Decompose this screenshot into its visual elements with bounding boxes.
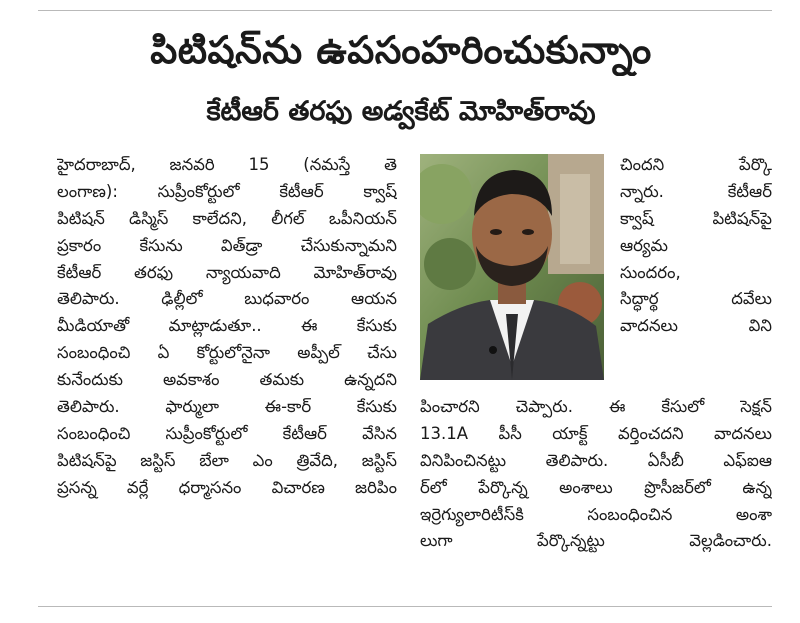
headline: పిటిషన్‌ను ఉపసంహరించుకున్నాం — [150, 28, 652, 72]
text-line: న్నారు. కేటీఆర్ — [620, 181, 772, 201]
subheadline: కేటీఆర్ తరఫు అడ్వకేట్ మోహిత్‌రావు — [206, 96, 596, 127]
text-line: వాదనలు విని — [620, 316, 772, 336]
text-line: ఆర్యమ — [620, 235, 668, 255]
advocate-photo — [420, 154, 604, 380]
right-column-text — [620, 152, 772, 340]
text-line: కేటీఆర్ తరఫు న్యాయవాది మోహిత్‌రావు — [57, 262, 397, 282]
text-line: పించారని చెప్పారు. ఈ కేసులో సెక్షన్ — [420, 397, 772, 416]
text-line: ర్‌లో పేర్కొన్న అంశాలు ప్రొసీజర్‌లో ఉన్న — [420, 477, 772, 497]
text-line: కునేందుకు అవకాశం తమకు ఉన్నదని — [57, 370, 397, 390]
text-line: హైదరాబాద్, జనవరి 15 (నమస్తే తె — [57, 155, 397, 174]
text-line: పిటిషన్‌పై జస్టిస్ బేలా ఎం త్రివేది, జస్టిస్ — [57, 450, 397, 470]
left-column-text — [57, 152, 397, 502]
text-line: మీడియాతో మాట్లాడుతూ.. ఈ కేసుకు — [57, 316, 397, 336]
text-line: సంబంధించి ఏ కోర్టులోనైనా అప్పీల్ చేసు — [57, 343, 397, 363]
text-line: తెలిపారు. ఢిల్లీలో బుధవారం ఆయన — [57, 289, 397, 309]
text-line: లంగాణ): సుప్రీంకోర్టులో కేటీఆర్ క్వాష్ — [57, 181, 397, 201]
text-line: సంబంధించి సుప్రీంకోర్టులో కేటీఆర్ వేసిన — [57, 423, 397, 443]
text-line: ప్రసన్న వర్లే ధర్మాసనం విచారణ జరిపిం — [57, 477, 397, 497]
text-line: ఇర్రెగ్యులారిటీస్‌కి సంబంధించిన అంశా — [420, 504, 772, 524]
text-line: క్వాష్ పిటిషన్‌పై — [620, 208, 772, 228]
top-rule — [38, 10, 772, 11]
text-line: ప్రకారం కేసును విత్‌డ్రా చేసుకున్నామని — [57, 235, 397, 255]
bottom-rule — [38, 606, 772, 607]
text-line: 13.1A పీసీ యాక్ట్ వర్తించదని వాదనలు — [420, 423, 772, 443]
text-line: తెలిపారు. ఫార్ములా ఈ-కార్ కేసుకు — [57, 397, 397, 417]
text-line: చిందని పేర్కొ — [620, 155, 772, 174]
text-line: వినిపించినట్టు తెలిపారు. ఏసీబీ ఎఫ్ఐఆ — [420, 450, 772, 470]
text-line: లుగా పేర్కొన్నట్టు వెల్లడించారు. — [420, 531, 772, 551]
text-line: సిద్ధార్థ దవేలు — [620, 289, 772, 309]
right-column-continued-text — [420, 394, 772, 555]
text-line: పిటిషన్ డిస్మిస్ కాలేదని, లీగల్ ఒపీనియన్ — [57, 208, 397, 228]
text-line: సుందరం, — [620, 262, 681, 282]
